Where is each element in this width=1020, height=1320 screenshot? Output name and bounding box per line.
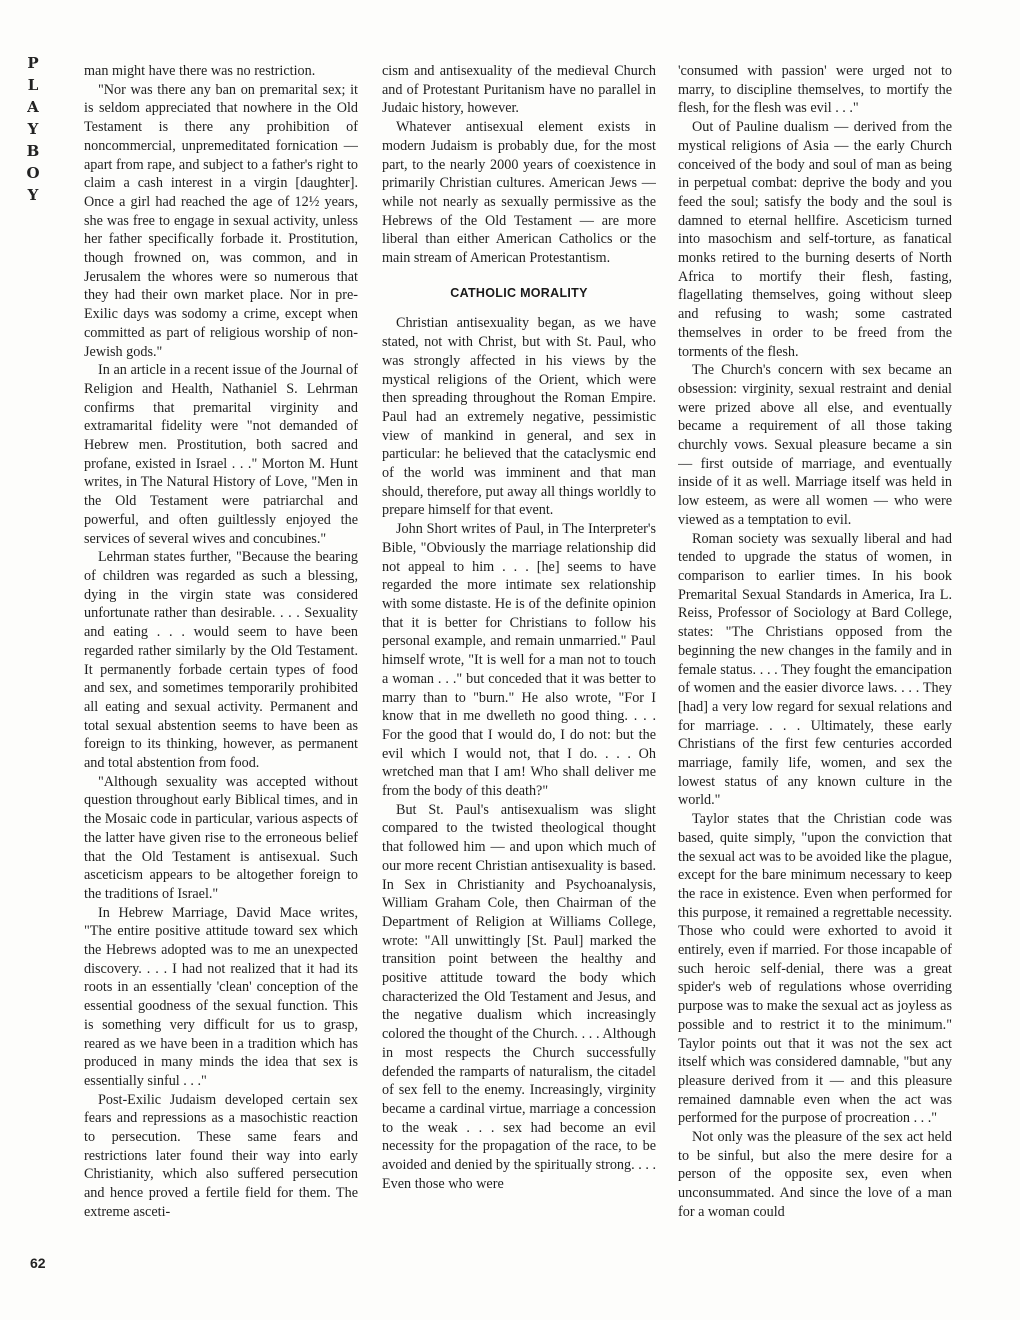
masthead-letter: Y bbox=[27, 186, 39, 204]
page-number: 62 bbox=[30, 1255, 46, 1271]
paragraph: In Hebrew Marriage, David Mace writes, "The entire positive attitude toward sex which the Hebrews adopted was to me an unexpected discovery. . . . I had not realized that it had its roots in an essentially 'clean' conception of the essential goodness of the sexual function. This is something very difficult for us to grasp, reared as we have been in a tradition which has produced in many minds the idea that sex is essentially sinful . . ." bbox=[84, 904, 358, 1089]
paragraph: Post-Exilic Judaism developed certain sex fears and repressions as a masochistic reaction to persecution. These same fears and restrictions later found their way into early Christianity, which also suffered persecution and hence proved a fertile field for them. The extreme asceti- bbox=[84, 1091, 358, 1220]
paragraph: Out of Pauline dualism — derived from the mystical religions of Asia — the early Church conceived of the body and soul of man as being in perpetual combat: deprive the body and you feed the soul; satisfy the body and the soul is damned to eternal hellfire. Asceticism turned into masochism and self-torture, as fanatical monks retired to the burning deserts of North Africa to mortify their flesh, fasting, flagellating themselves, going without sleep and refusing to wash; some castrated themselves in order to be freed from the torments of the flesh. bbox=[678, 119, 952, 360]
paragraph: The Church's concern with sex became an obsession: virginity, sexual restraint and denial were prized above all else, and eventually became a requirement of all those taking churchly vows. Sexual pleasure became a sin — first outside of marriage, and eventually inside of it as well. Marriage itself was held in low esteem, as were all women — who were viewed as a temptation to evil. bbox=[678, 362, 952, 528]
masthead-letter: O bbox=[26, 164, 40, 182]
paragraph: Lehrman states further, "Because the bearing of children was regarded as such a blessing, dying in the virgin state was considered unfortunate rather than desirable. . . . Sexuality and eating . . . would seem to have been regarded rather similarly by the Old Testament. It permanently forbade certain types of food and sex, and sometimes temporarily prohibited all eating and sexual activity. Permanent and total sexual abstention seems to have been as foreign to its thinking, however, as permanent and total abstention from food. bbox=[84, 549, 358, 772]
masthead-vertical bbox=[22, 56, 44, 210]
paragraph: "Nor was there any ban on premarital sex; it is seldom appreciated that nowhere in the Old Testament is there any prohibition of noncommercial, unpremeditated fornication — apart from rape, and subject to a father's right to claim a cash interest in a virgin [daughter]. Once a girl had reached the age of 12½ years, she was free to engage in sexual activity, unless her father specifically forbade it. Prostitution, though frowned on, was common, and in Jerusalem the whores were so numerous that they had their own market place. Nor in pre-Exilic days was sodomy a crime, except when committed as part of religious worship of non-Jewish gods." bbox=[84, 81, 358, 360]
paragraph: 'consumed with passion' were urged not to marry, to discipline themselves, to mortify the flesh, for the flesh was evil . . ." bbox=[678, 63, 952, 117]
paragraph: cism and antisexuality of the medieval Church and of Protestant Puritanism have no parallel in Judaic history, however. bbox=[382, 63, 656, 117]
paragraph: "Although sexuality was accepted without question throughout early Biblical times, and in the Mosaic code in particular, various aspects of the latter have given rise to the erroneous belief that the Old Testament is antisexual. Such asceticism appears to be altogether foreign to the traditions of Israel." bbox=[84, 773, 358, 902]
masthead-letter: B bbox=[26, 142, 40, 160]
text-column-1 bbox=[84, 62, 358, 1284]
paragraph: But St. Paul's antisexualism was slight compared to the twisted theological thought that followed him — and upon which much of our more recent Christian antisexuality is based. In Sex in Christianity and Psychoanalysis, William Graham Cole, then Chairman of the Department of Religion at Williams College, wrote: "All unwittingly [St. Paul] marked the transition point between the healthy and positive attitude toward the body which characterized the Old Testament and Jesus, and the negative dualism which increasingly colored the thought of the Church. . . . Although in most respects the Church successfully defended the ramparts of naturalism, the citadel of sex fell to the enemy. Increasingly, virginity became a cardinal virtue, marriage a concession to the weak . . . sex had become an evil necessity for the propagation of the race, to be avoided and denied by the spiritually strong. . . . Even those who were bbox=[382, 801, 656, 1192]
masthead-letter: L bbox=[27, 76, 39, 94]
paragraph: Whatever antisexual element exists in modern Judaism is probably due, for the most part, to the nearly 2000 years of coexistence in primarily Christian cultures. American Jews — while not nearly as sexually permissive as the Hebrews of the Old Testament — are more liberal than either American Catholics or the main stream of American Protestantism. bbox=[382, 119, 656, 267]
masthead-letter: A bbox=[27, 98, 39, 116]
paragraph: In an article in a recent issue of the Journal of Religion and Health, Nathaniel S. Lehrman confirms that premarital virginity and extramarital fidelity were "not demanded of Hebrew men. Prostitution, both sacred and profane, existed in Israel . . ." Morton M. Hunt writes, in The Natural History of Love, "Men in the Old Testament were patriarchal and powerful, and often guiltlessly enjoyed the services of several wives and concubines." bbox=[84, 362, 358, 547]
section-heading: CATHOLIC MORALITY bbox=[450, 285, 588, 300]
text-column-2 bbox=[382, 62, 656, 1284]
text-column-3 bbox=[678, 62, 952, 1284]
paragraph: Roman society was sexually liberal and had tended to upgrade the status of women, in comparison to earlier times. In his book Premarital Sexual Standards in America, Ira L. Reiss, Professor of Sociology at Bard College, states: "The Christians opposed from the beginning the new changes in the family and in female status. . . . They fought the emancipation of women and the easier divorce laws. . . . They [had] a very low regard for sexual relations and for marriage. . . . Ultimately, these early Christians of the first few centuries accorded marriage, family life, women, and sex the lowest status of any known culture in the world." bbox=[678, 530, 952, 809]
paragraph: Not only was the pleasure of the sex act held to be sinful, but also the mere desire for a person of the opposite sex, even when unconsummated. And since the love of a man for a woman could bbox=[678, 1129, 952, 1220]
paragraph: Christian antisexuality began, as we have stated, not with Christ, but with St. Paul, who was strongly affected in his views by the mystical religions of the Orient, which were then spreading throughout the Roman Empire. Paul had an extremely negative, pessimistic view of mankind in general, and sex in particular: he believed that the cataclysmic end of the world was imminent and that man should, therefore, put away all things worldly to prepare himself for that event. bbox=[382, 315, 656, 519]
paragraph: man might have there was no restriction. bbox=[84, 63, 316, 79]
masthead-letter: Y bbox=[27, 120, 39, 138]
paragraph: Taylor states that the Christian code was based, quite simply, "upon the conviction that the sexual act was to be avoided like the plague, except for the bare minimum necessary to keep the race in existence. Even when performed for this purpose, it remained a regrettable necessity. Those who could were exhorted to avoid it entirely, even if married. For those incapable of such heroic self-denial, there was a great spider's web of regulations whose overriding purpose was to make the sexual act as joyless as possible and to restrict it to the minimum." Taylor points out that it was not the sex act itself which was considered damnable, "but any pleasure derived from it — and this pleasure remained damnable even when the act was performed for the purpose of procreation . . ." bbox=[678, 811, 952, 1127]
masthead-letter: P bbox=[27, 54, 39, 72]
paragraph: John Short writes of Paul, in The Interpreter's Bible, "Obviously the marriage relationship did not appeal to him . . . [he] seems to have regarded the more intimate sex relationship with some distaste. He is of the definite opinion that it is better for Christians to follow his personal example, and remain unmarried." Paul himself wrote, "It is well for a man not to touch a woman . . ." but conceded that it was better to marry than to "burn." He also wrote, "For I know that in me dwelleth no good thing. . . . For the good that I would do, I do not: but the evil which I would not, that I do. . . . Oh wretched man that I am! Who shall deliver me from the body of this death?" bbox=[382, 521, 656, 800]
